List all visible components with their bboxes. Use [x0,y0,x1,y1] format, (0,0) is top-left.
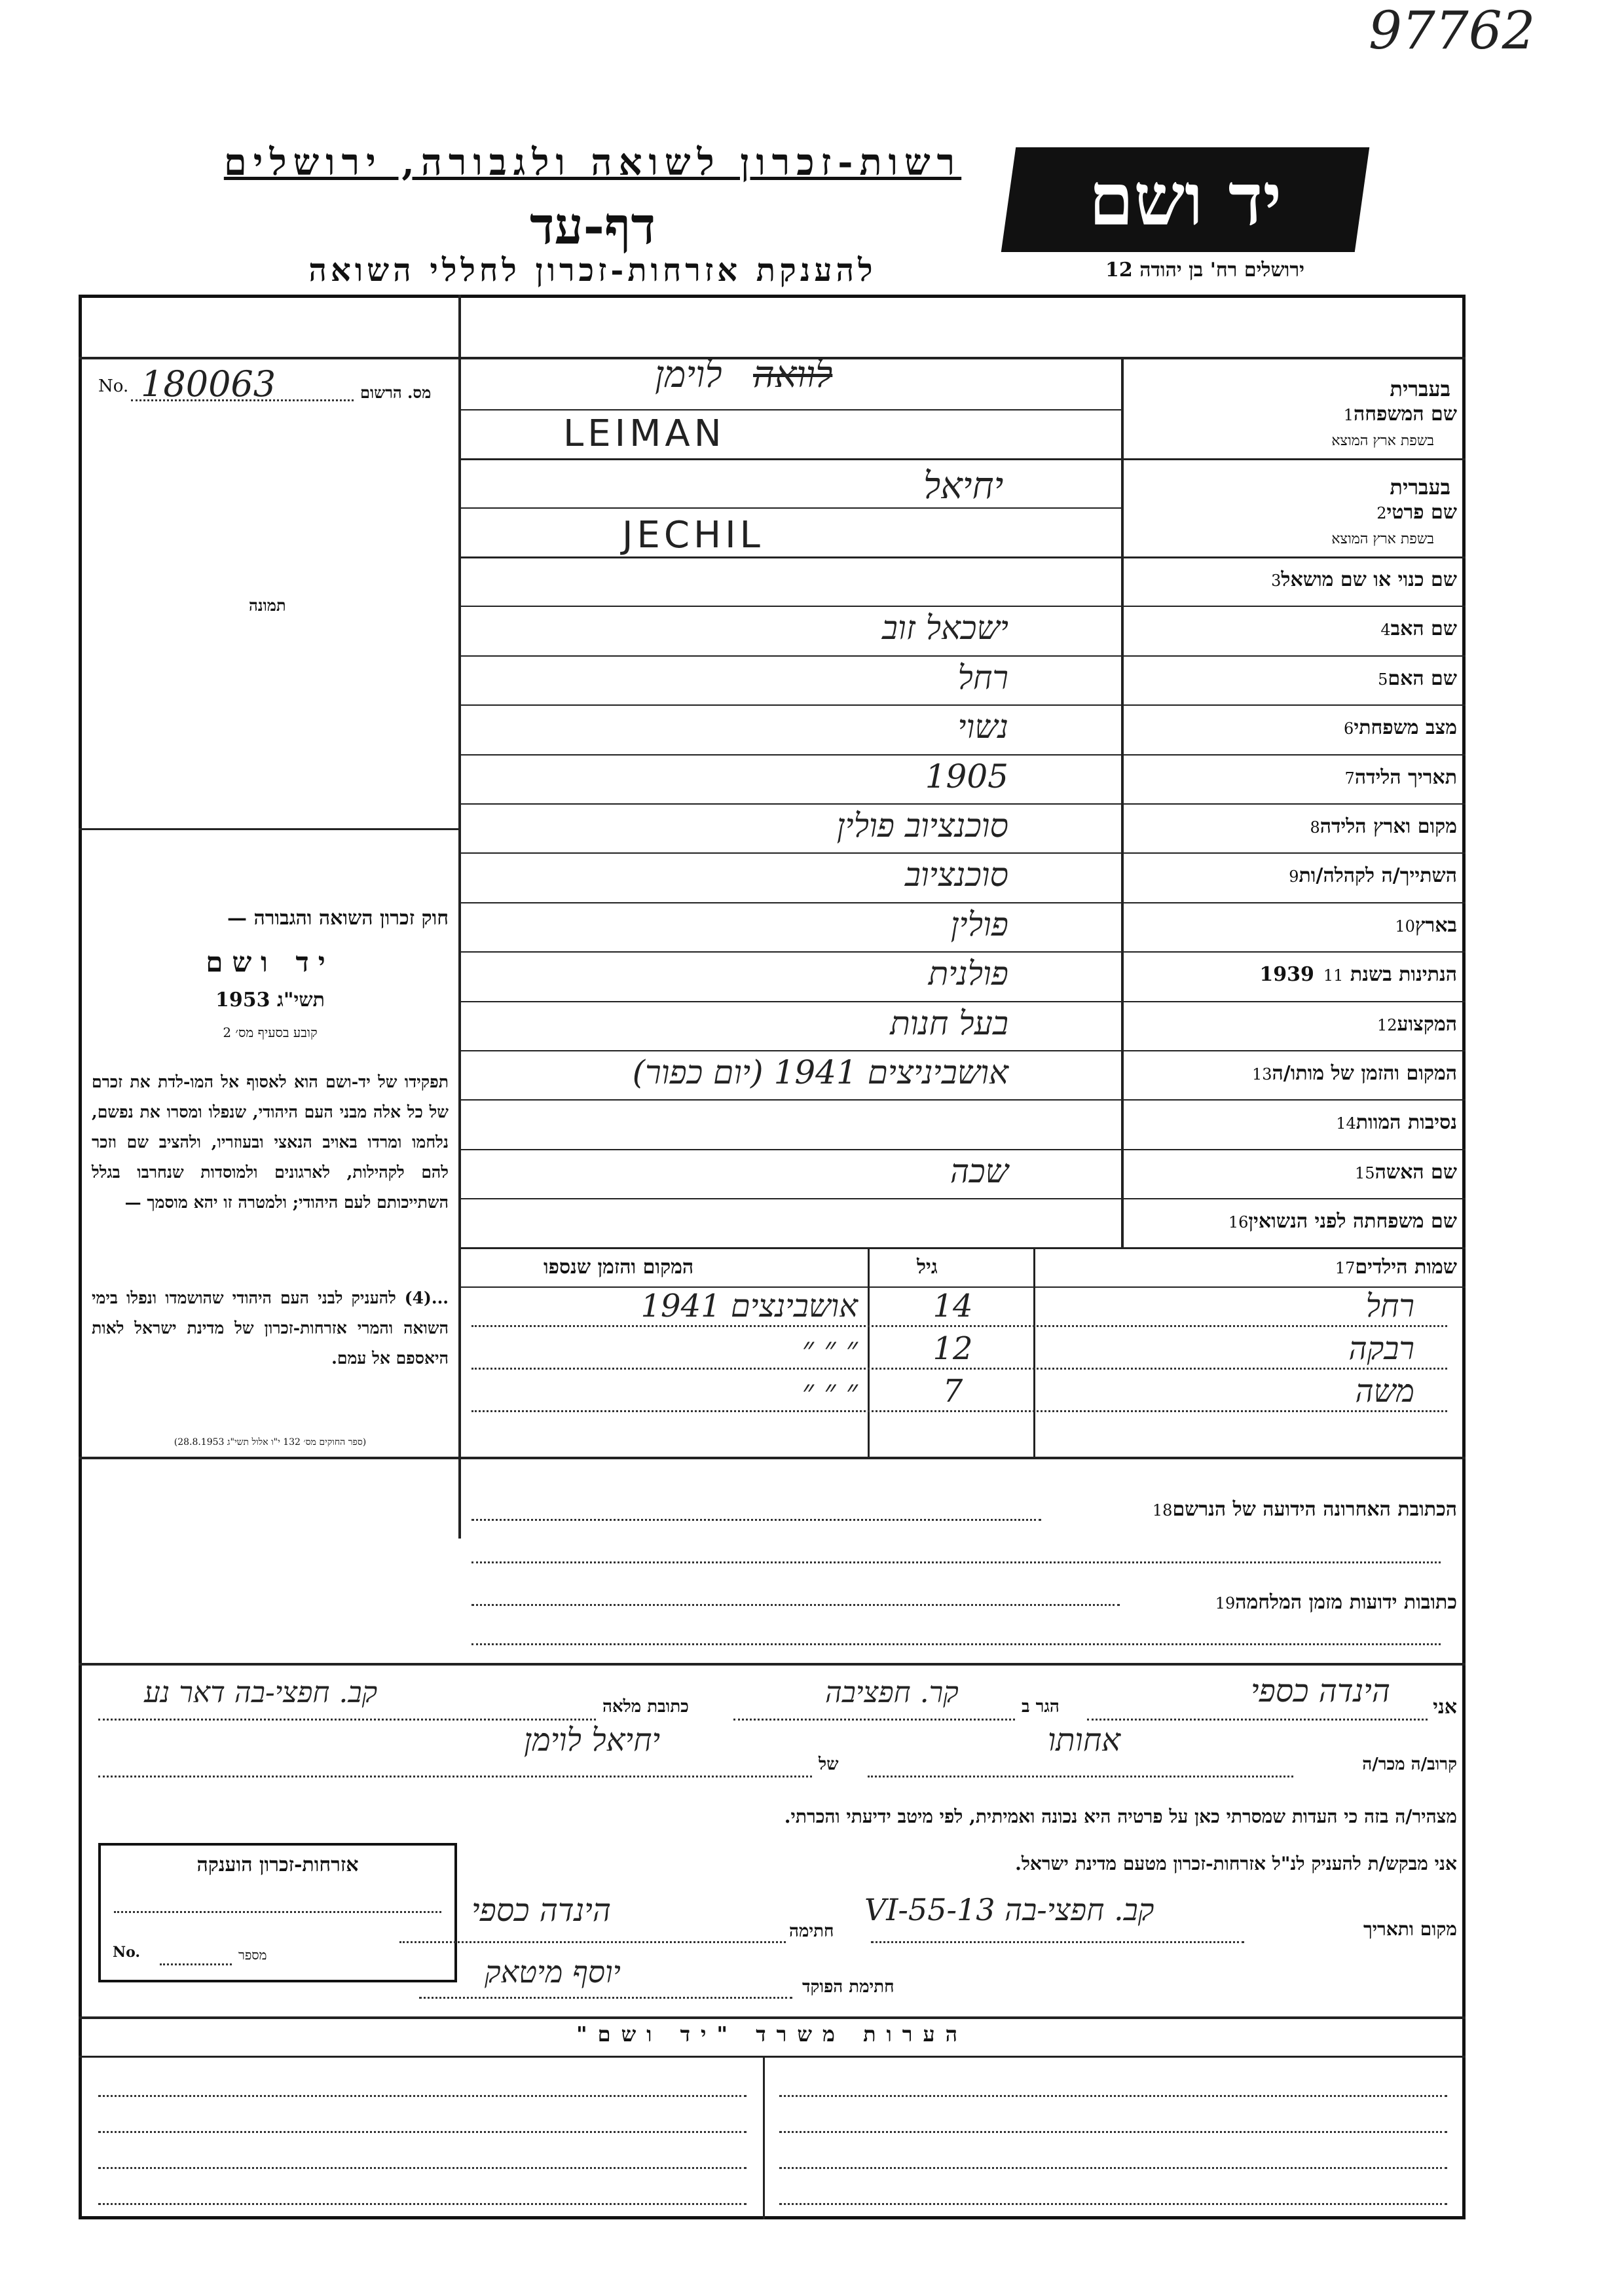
law-title: חוק זכרון השואה והגבורה — [227,907,449,930]
field5-num: 5 [1378,670,1388,689]
field11-label-text: הנתינות בשנת 1939 [1259,963,1457,987]
field7-num: 7 [1344,769,1355,788]
children-names-text: שמות הילדים [1355,1256,1457,1279]
field14-label [1327,1111,1457,1134]
field6-num: 6 [1344,720,1354,738]
resides-label: הגר ב [1022,1697,1060,1717]
field10-label [1386,914,1457,937]
field16-num: 16 [1228,1213,1249,1232]
field5-label [1369,667,1457,690]
field1-num: 1 [1343,406,1354,424]
field2-sub-hebrew: בעברית [1390,475,1450,500]
form-title: דף-עד [530,196,655,256]
row-divider [458,803,1466,805]
citizenship-box [98,1843,457,1982]
field1-value-hebrew: לוימן [655,354,722,396]
field15-value: שכה [950,1152,1008,1190]
logo-text: יד ושם [1088,157,1282,242]
field11-label [1259,963,1457,986]
field2-label [1367,501,1457,524]
law-year: תשי"ג 1953 [215,989,325,1011]
field10-label-text: בארץ [1414,913,1457,937]
field16-label [1219,1210,1457,1233]
child-name: רחל [1365,1288,1414,1324]
law-clause: קובע בסעיף מס׳ 2 [223,1025,318,1040]
field8-num: 8 [1310,818,1320,837]
field15-label [1346,1161,1457,1184]
field7-label [1336,766,1457,789]
registration-label: מס. הרשום [360,383,432,402]
notes-line [98,2203,747,2205]
logo-address: ירושלים רח' בן יהודה 12 [1105,259,1304,282]
declarant-name: הינדה כספי [1251,1673,1390,1709]
row-divider [458,754,1466,756]
field13-value: אושביניצים 1941 (יום כפור) [632,1053,1008,1091]
of-label: של [819,1755,839,1774]
child-age: 12 [932,1330,973,1367]
citizenship-no-label: No. [113,1944,141,1961]
field19-label-text: כתובות ידועות מזמן המלחמה [1235,1591,1457,1614]
declaration-statement: מצהיר/ה בזה כי העדות שמסרתי כאן על פרטיה היא נכונה ואמיתית, לפי מיטב ידיעתי והכרתי. [784,1806,1457,1827]
field2-label-text: שם פרטי [1386,501,1457,524]
relation-label: קרוב/ה מכר/ה [1362,1755,1457,1774]
law-clause-4: ...(4) להעניק לבני העם היהודי שהושמדו ונפלו בימי השואה והמרי אזרחות-זכרון של מדינת ישראל לאות היאספם אל עמם. [92,1288,449,1368]
row-divider [458,655,1466,657]
field1-label [1335,403,1457,426]
row-divider [458,852,1466,854]
field3-label [1262,568,1457,591]
notes-line [779,2131,1447,2133]
field10-value: פולין [950,905,1008,943]
notes-line [779,2167,1447,2169]
law-citation: (ספר החוקים מס׳ 132 י"ו אלול תשי"ג 28.8.1953) [174,1437,367,1448]
field9-label [1280,864,1457,887]
field12-num: 12 [1376,1015,1397,1034]
child-place: אושבינצים 1941 [640,1288,858,1324]
official-signature-label: חתימת הפוקד [802,1977,895,1997]
field16-label-text: שם משפחתה לפני הנשואין [1248,1210,1457,1233]
field5-value: רחל [957,658,1008,697]
row-divider [458,1099,1466,1101]
notes-line [98,2167,747,2169]
address-label: כתובת מלאה [602,1697,689,1717]
office-notes-title: הערות משרד "יד ושם" [576,2022,969,2047]
child-row-divider [471,1325,1447,1327]
field12-label [1368,1013,1457,1036]
row-divider [458,902,1466,903]
law-body: תפקידו של יד-ושם הוא לאסוף אל המו-לדת את זכרם של כל אלה מבני העם היהודי, שנפלו ומסרו את נפשם, נלחמו ומרדו באויב הנאצי ובעוזריו, ולהציב שם וזכר להם לקהילות, לארגונים ולמוסדות שנחרבו בגלל השתייכותם לעם היהודי; ולמטרה זו יהא מוסמך — [92,1072,449,1212]
field15-num: 15 [1355,1163,1375,1182]
row-divider [458,704,1466,706]
field15-label-text: שם האשה [1375,1160,1457,1184]
child-place: ״ ״ ״ [802,1373,858,1410]
row-divider [458,1149,1466,1150]
signature-value: הינדה כספי [471,1892,611,1929]
field13-label [1243,1062,1457,1085]
notes-line [779,2095,1447,2097]
field8-label [1301,815,1457,838]
field5-label-text: שם האם [1388,666,1457,690]
child-row-divider [471,1368,1447,1370]
field2-value-hebrew: יחיאל [923,465,1004,507]
field12-value: בעל חנות [890,1004,1008,1042]
field19-num: 19 [1215,1594,1236,1613]
field3-label-text: שם כנוי או שם מושאל [1281,568,1457,591]
field10-num: 10 [1395,917,1415,936]
children-header-place: המקום והזמן שנספו [544,1256,694,1279]
field2-num: 2 [1376,504,1387,522]
form-subtitle: להענקת אזרחות-זכרון לחללי השואה [308,252,877,289]
field1-struck-value: לוואה [753,354,833,396]
relation-value: אחותו [1048,1722,1121,1758]
notes-line [98,2095,747,2097]
field1-sub-origin: בשפת ארץ המוצא [1331,433,1434,449]
registration-no-label: No. [98,376,129,396]
resides-value: קר. חפציבה [825,1676,959,1709]
field18-label-text: הכתובת האחרונה הידועה של הנרשם [1172,1498,1457,1521]
signature-label: חתימה [789,1922,834,1941]
field11-num: 11 [1323,966,1344,985]
field2-value-latin: JECHIL [622,514,764,556]
field18-num: 18 [1152,1501,1173,1520]
child-name: רבקה [1348,1330,1414,1367]
field18-label [1143,1498,1457,1521]
field14-num: 14 [1336,1114,1356,1133]
of-name: יחיאל לוימן [524,1722,661,1758]
archive-number: 97762 [1369,0,1536,61]
field4-value: ישכאל זוב [881,609,1008,647]
notes-line [98,2131,747,2133]
field7-label-text: תאריך הלידה [1354,765,1457,789]
declaration-ani: אני [1433,1696,1457,1719]
field6-value: נשוי [957,708,1008,746]
yad-vashem-logo [1001,147,1369,252]
row-divider [458,951,1466,953]
field8-value: סוכנציוב פולין [836,807,1008,845]
citizenship-box-title: אזרחות-זכרון הוענקה [196,1853,359,1876]
field12-label-text: המקצוע [1397,1012,1457,1036]
field7-value: 1905 [925,757,1008,795]
row-divider [458,1050,1466,1051]
photo-label: תמונה [249,596,286,615]
row-divider [458,1198,1466,1199]
child-row-divider [471,1410,1447,1412]
citizenship-number-label: מספר [238,1947,267,1963]
field4-num: 4 [1380,621,1391,640]
field4-label [1371,617,1457,640]
field2-sub-origin: בשפת ארץ המוצא [1331,531,1434,547]
institution-name: רשות-זכרון לשואה ולגבורה, ירושלים [223,141,962,184]
field1-value-latin: LEIMAN [563,412,726,455]
field14-label-text: נסיבות המוות [1356,1111,1457,1135]
child-age: 7 [942,1373,963,1410]
place-date-value: קב. חפצי-בה 13-VI-55 [864,1892,1154,1927]
place-date-label: מקום ותאריך [1363,1918,1457,1940]
law-name: יד ושם [206,946,335,978]
declaration-request: אני מבקש/ת להעניק לנ"ל אזרחות-זכרון מטעם מדינת ישראל. [1015,1853,1457,1874]
child-age: 14 [932,1288,973,1324]
field9-value: סוכנציוב [904,856,1008,894]
field9-label-text: השתייך/ה לקהלה/ות [1299,864,1457,888]
field1-label-text: שם המשפחה [1353,403,1457,426]
field4-label-text: שם האב [1390,617,1457,641]
notes-line [779,2203,1447,2205]
row-divider [458,606,1466,607]
address-value: קב. חפצי-בה דאר נע [144,1676,378,1709]
field6-label-text: מצב משפחתי [1354,716,1457,740]
field13-num: 13 [1251,1065,1272,1084]
registration-number: 180063 [141,363,276,405]
field1-sub-hebrew: בעברית [1390,376,1450,401]
children-header-names [1257,1256,1457,1279]
field8-label-text: מקום וארץ הלידה [1320,815,1457,838]
field13-label-text: המקום והזמן של מותו/ה [1272,1062,1457,1085]
child-place: ״ ״ ״ [802,1330,858,1367]
field11-value: פולנית [928,955,1008,993]
field17-num: 17 [1335,1259,1356,1277]
row-divider [458,1001,1466,1002]
field6-label [1335,716,1457,739]
field3-num: 3 [1271,572,1282,590]
field9-num: 9 [1289,867,1299,886]
field19-label [1206,1591,1457,1614]
child-name: משה [1355,1373,1414,1410]
official-signature: יוסף מיטאק [485,1954,621,1990]
children-header-age: גיל [917,1256,938,1279]
